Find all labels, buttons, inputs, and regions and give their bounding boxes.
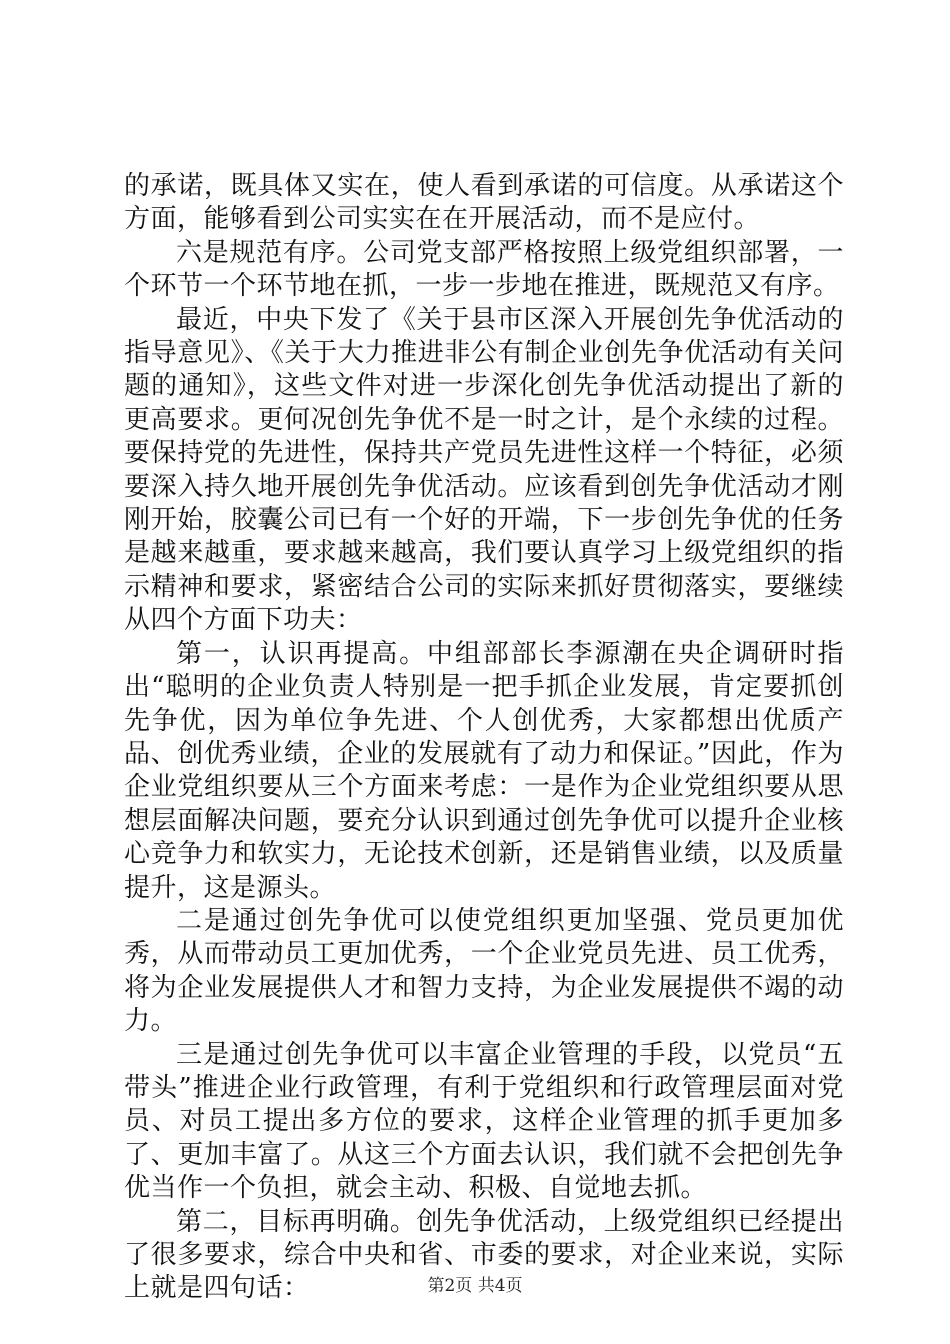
paragraph-6: 三是通过创先争优可以丰富企业管理的手段，以党员“五带头”推进企业行政管理，有利于党组织和行政管理层面对党员、对员工提出多方位的要求，这样企业管理的抓手更加多了、更加丰富了。从这三个方面去认识，我们就不会把创先争优当作一个负担，就会主动、积极、自觉地去抓。 bbox=[124, 1039, 844, 1204]
paragraph-7: 第二，目标再明确。创先争优活动，上级党组织已经提出了很多要求，综合中央和省、市委的要求，对企业来说，实际上就是四句话： bbox=[124, 1206, 844, 1304]
paragraph-1: 的承诺，既具体又实在，使人看到承诺的可信度。从承诺这个方面，能够看到公司实实在在开展活动，而不是应付。 bbox=[124, 171, 844, 235]
document-body bbox=[124, 170, 844, 1306]
page-footer: 第2页 共4页 bbox=[427, 1276, 523, 1296]
paragraph-4: 第一，认识再提高。中组部部长李源潮在央企调研时指出“聪明的企业负责人特别是一把手抓企业发展，肯定要抓创先争优，因为单位争先进、个人创优秀，大家都想出优质产品、创优秀业绩，企业的发展就有了动力和保证。”因此，作为企业党组织要从三个方面来考虑：一是作为企业党组织要从思想层面解决问题，要充分认识到通过创先争优可以提升企业核心竞争力和软实力，无论技术创新，还是销售业绩，以及质量提升，这是源头。 bbox=[124, 638, 844, 903]
paragraph-3: 最近，中央下发了《关于县市区深入开展创先争优活动的指导意见》、《关于大力推进非公有制企业创先争优活动有关问题的通知》，这些文件对进一步深化创先争优活动提出了新的更高要求。更何况创先争优不是一时之计，是个永续的过程。要保持党的先进性，保持共产党员先进性这样一个特征，必须要深入持久地开展创先争优活动。应该看到创先争优活动才刚刚开始，胶囊公司已有一个好的开端，下一步创先争优的任务是越来越重，要求越来越高，我们要认真学习上级党组织的指示精神和要求，紧密结合公司的实际来抓好贯彻落实，要继续从四个方面下功夫： bbox=[124, 304, 844, 636]
paragraph-5: 二是通过创先争优可以使党组织更加坚强、党员更加优秀，从而带动员工更加优秀，一个企业党员先进、员工优秀，将为企业发展提供人才和智力支持，为企业发展提供不竭的动力。 bbox=[124, 905, 844, 1037]
paragraph-2: 六是规范有序。公司党支部严格按照上级党组织部署，一个环节一个环节地在抓，一步一步地在推进，既规范又有序。 bbox=[124, 237, 844, 302]
